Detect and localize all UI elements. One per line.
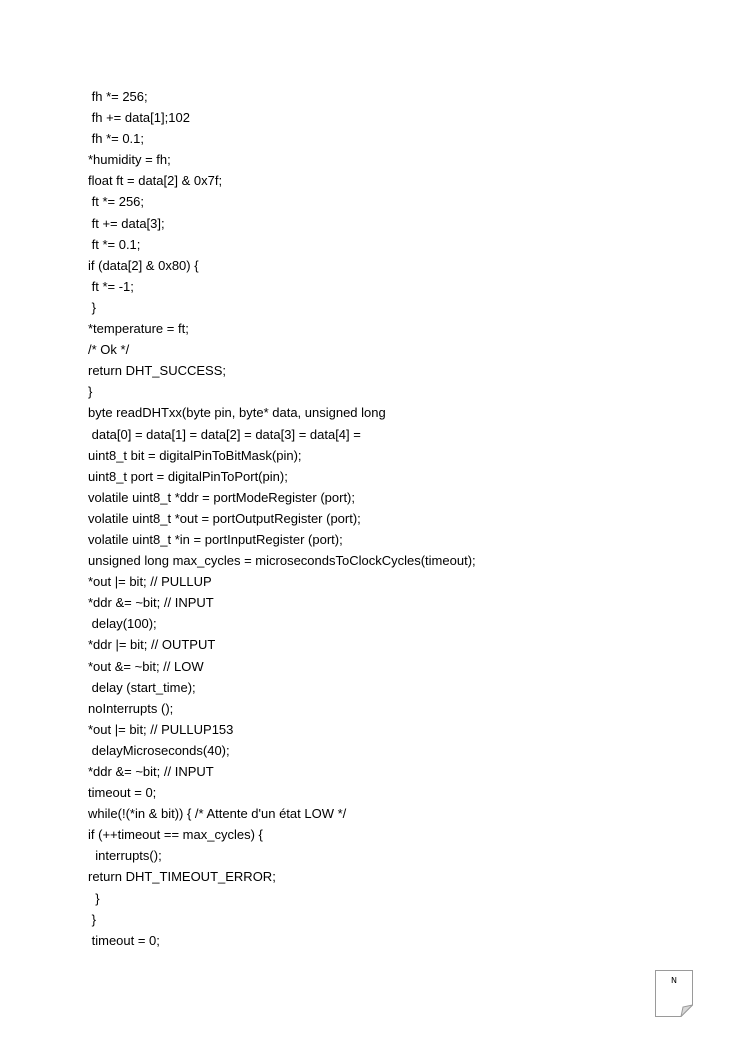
code-line: /* Ok */ (88, 342, 130, 358)
code-line: ft *= -1; (88, 278, 134, 294)
code-line: *ddr &= ~bit; // INPUT (88, 595, 214, 611)
code-line: fh *= 256; (88, 89, 148, 104)
code-line: data[0] = data[1] = data[2] = data[3] = data[4] = (88, 426, 361, 442)
page-number-marker (655, 970, 693, 1017)
code-line: *ddr |= bit; // OUTPUT (88, 637, 216, 653)
code-line: interrupts(); (88, 848, 162, 864)
code-line: volatile uint8_t *out = portOutputRegister (port); (88, 510, 361, 526)
code-line: *humidity = fh; (88, 152, 171, 168)
code-line: if (data[2] & 0x80) { (88, 257, 199, 273)
code-line: fh += data[1];102 (88, 110, 190, 126)
code-line: } (88, 299, 96, 315)
code-line: timeout = 0; (88, 932, 160, 948)
code-line: float ft = data[2] & 0x7f; (88, 173, 223, 189)
code-line: ft *= 0.1; (88, 236, 141, 252)
code-line: delay (start_time); (88, 679, 196, 695)
code-line: } (88, 384, 93, 400)
code-line: timeout = 0; (88, 785, 157, 801)
code-line: return DHT_SUCCESS; (88, 363, 226, 379)
code-line: byte readDHTxx(byte pin, byte* data, unsigned long (88, 405, 386, 421)
code-line: volatile uint8_t *in = portInputRegister (port); (88, 531, 343, 547)
page-number-label: N (671, 976, 677, 985)
code-line: noInterrupts (); (88, 700, 174, 716)
code-line: *out |= bit; // PULLUP153 (88, 721, 234, 737)
code-line: delayMicroseconds(40); (88, 742, 230, 758)
code-line: if (++timeout == max_cycles) { (88, 827, 263, 843)
code-line: ft *= 256; (88, 194, 145, 210)
code-line: *out |= bit; // PULLUP (88, 574, 212, 590)
code-line: *out &= ~bit; // LOW (88, 658, 204, 674)
code-line: return DHT_TIMEOUT_ERROR; (88, 869, 276, 885)
code-line: volatile uint8_t *ddr = portModeRegister (port); (88, 489, 355, 505)
code-line: unsigned long max_cycles = microsecondsToClockCycles(timeout); (88, 553, 476, 569)
code-line: uint8_t bit = digitalPinToBitMask(pin); (88, 447, 302, 463)
code-line: delay(100); (88, 616, 157, 632)
code-line: fh *= 0.1; (88, 131, 145, 147)
code-line: *ddr &= ~bit; // INPUT (88, 764, 214, 779)
code-line: uint8_t port = digitalPinToPort(pin); (88, 468, 288, 484)
code-line: ft += data[3]; (88, 215, 165, 231)
code-listing (88, 86, 708, 951)
code-line: *temperature = ft; (88, 321, 189, 337)
code-line: } (88, 890, 100, 906)
code-line: } (88, 911, 96, 927)
code-line: while(!(*in & bit)) { /* Attente d'un état LOW */ (88, 806, 347, 822)
